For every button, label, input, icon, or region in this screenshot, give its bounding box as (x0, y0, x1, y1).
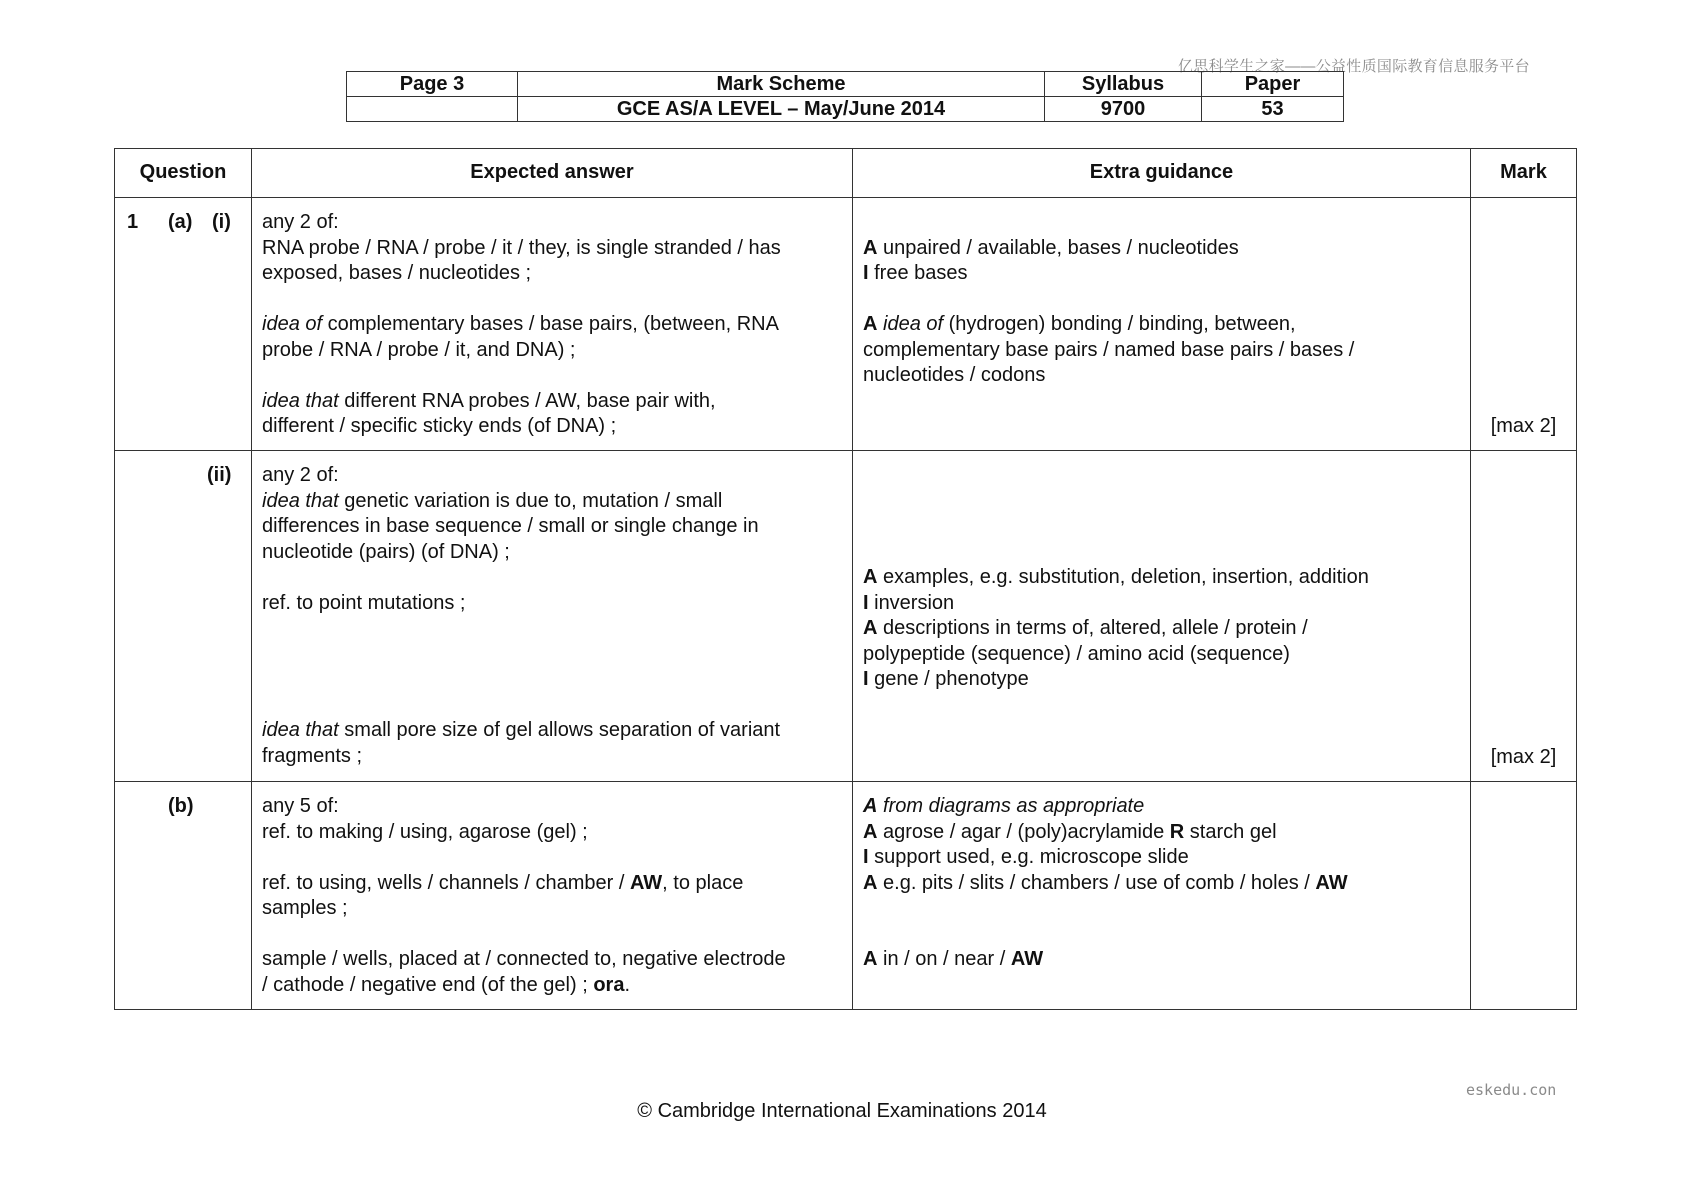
col-mark: Mark (1471, 149, 1577, 198)
mark-value: [max 2] (1490, 414, 1557, 437)
column-header-row (115, 149, 1577, 198)
answer-line: exposed, bases / nucleotides ; (262, 262, 532, 284)
header-table (346, 71, 1344, 122)
mark-value: [max 2] (1490, 745, 1557, 768)
answer-line: samples ; (262, 897, 348, 919)
guidance-line: A unpaired / available, bases / nucleotides (863, 236, 1239, 259)
question-part: (b) (168, 795, 194, 817)
answer-line: idea that different RNA probes / AW, base pair with, (262, 389, 716, 412)
watermark-top: 亿思科学生之家——公益性质国际教育信息服务平台 (1178, 58, 1530, 75)
guidance-line: A descriptions in terms of, altered, allele / protein / (863, 617, 1308, 639)
expected-answer-cell (252, 198, 853, 451)
header-paper-number: 53 (1202, 97, 1344, 122)
guidance-line: nucleotides / codons (863, 364, 1046, 386)
guidance-line: I gene / phenotype (863, 668, 1029, 690)
question-subpart: (ii) (207, 464, 232, 486)
question-cell (115, 198, 252, 451)
question-subpart: (i) (212, 211, 231, 233)
header-mark-scheme: Mark Scheme (518, 72, 1045, 97)
col-extra-guidance: Extra guidance (853, 149, 1471, 198)
header-exam: GCE AS/A LEVEL – May/June 2014 (518, 97, 1045, 122)
table-row (115, 782, 1577, 1010)
answer-line: any 2 of: (262, 211, 339, 233)
answer-line: probe / RNA / probe / it, and DNA) ; (262, 338, 576, 361)
answer-line: ref. to making / using, agarose (gel) ; (262, 820, 588, 843)
answer-line: sample / wells, placed at / connected to, negative electrode (262, 948, 786, 970)
guidance-cell (853, 451, 1471, 782)
expected-answer-cell (252, 451, 853, 782)
question-part: (a) (168, 211, 193, 233)
guidance-line: polypeptide (sequence) / amino acid (sequence) (863, 642, 1290, 665)
header-blank (347, 97, 518, 122)
answer-line: different / specific sticky ends (of DNA) ; (262, 415, 617, 437)
header-syllabus-code: 9700 (1045, 97, 1202, 122)
guidance-line: I support used, e.g. microscope slide (863, 846, 1189, 868)
question-cell (115, 782, 252, 1010)
guidance-cell (853, 198, 1471, 451)
expected-answer-cell (252, 782, 853, 1010)
answer-line: idea that small pore size of gel allows separation of variant (262, 719, 781, 741)
table-row (115, 451, 1577, 782)
answer-line: RNA probe / RNA / probe / it / they, is single stranded / has (262, 236, 781, 259)
guidance-line: complementary base pairs / named base pairs / bases / (863, 338, 1355, 361)
footer-copyright: © Cambridge International Examinations 2014 (637, 1100, 1047, 1122)
col-question: Question (115, 149, 252, 198)
header-paper-label: Paper (1202, 72, 1344, 97)
table-row (115, 198, 1577, 451)
mark-cell (1471, 782, 1577, 1010)
answer-line: idea of complementary bases / base pairs, (between, RNA (262, 313, 779, 335)
answer-line: nucleotide (pairs) (of DNA) ; (262, 540, 510, 563)
guidance-line: A examples, e.g. substitution, deletion, insertion, addition (863, 566, 1369, 588)
question-number: 1 (127, 211, 139, 233)
mark-scheme-table (114, 148, 1577, 1010)
guidance-line: A in / on / near / AW (863, 948, 1044, 970)
guidance-line: A idea of (hydrogen) bonding / binding, between, (863, 313, 1296, 335)
guidance-line: A e.g. pits / slits / chambers / use of comb / holes / AW (863, 871, 1348, 894)
mark-cell (1471, 198, 1577, 451)
guidance-cell (853, 782, 1471, 1010)
guidance-line: I free bases (863, 262, 968, 284)
header-syllabus-label: Syllabus (1045, 72, 1202, 97)
header-page: Page 3 (347, 72, 518, 97)
question-cell (115, 451, 252, 782)
guidance-line: A from diagrams as appropriate (863, 795, 1145, 817)
answer-line: fragments ; (262, 744, 363, 767)
answer-line: any 2 of: (262, 464, 339, 486)
answer-line: differences in base sequence / small or single change in (262, 515, 759, 537)
watermark-bottom: eskedu.con (1466, 1081, 1557, 1099)
col-expected-answer: Expected answer (252, 149, 853, 198)
answer-line: ref. to using, wells / channels / chamber / AW, to place (262, 871, 744, 894)
answer-line: / cathode / negative end (of the gel) ; ora. (262, 973, 631, 996)
answer-line: ref. to point mutations ; (262, 591, 466, 614)
guidance-line: A agrose / agar / (poly)acrylamide R starch gel (863, 820, 1277, 843)
answer-line: idea that genetic variation is due to, mutation / small (262, 489, 723, 512)
guidance-line: I inversion (863, 591, 955, 614)
answer-line: any 5 of: (262, 795, 339, 817)
mark-cell (1471, 451, 1577, 782)
